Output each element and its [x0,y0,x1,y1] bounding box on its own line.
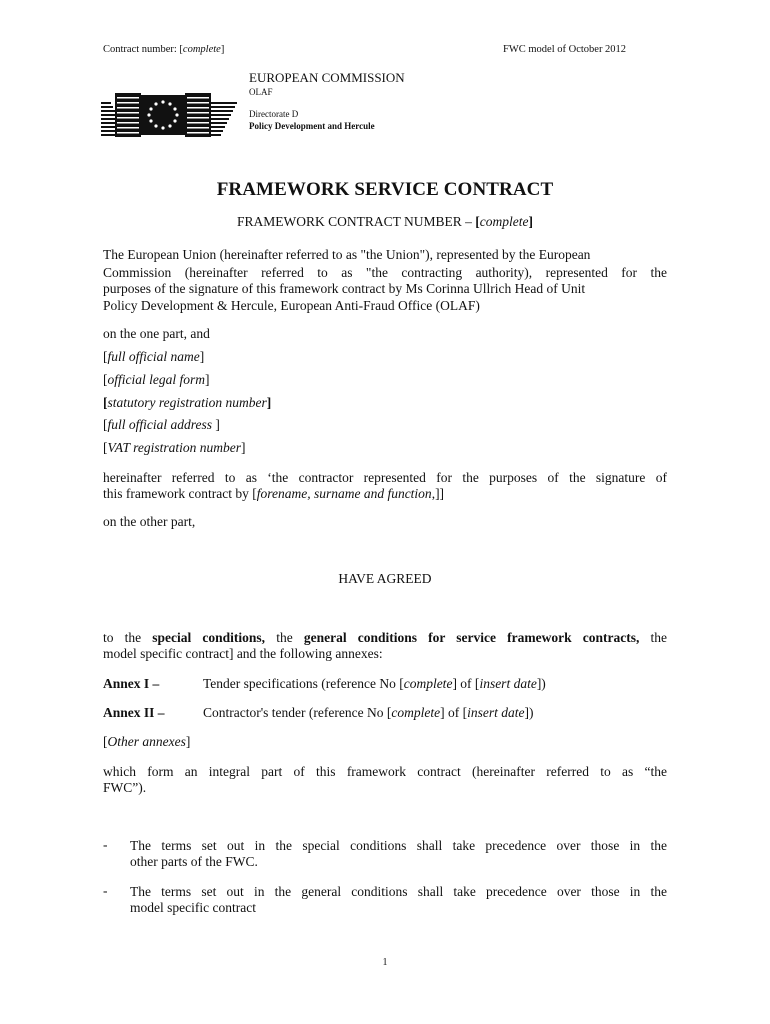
other-annexes-field: [Other annexes] [103,734,191,749]
annex-2-middle: ] of [ [440,705,468,720]
european-commission-logo [101,93,237,137]
page-number: 1 [382,957,388,968]
contract-number-label: Contract number: [ [103,44,183,55]
official-name-placeholder: full official name [107,349,200,364]
registration-number-placeholder: statutory registration number [107,395,267,410]
organization-block [249,70,405,132]
conditions-line-2: model specific contract] and the following annexes: [103,646,383,661]
annex-2-prefix: Contractor's tender (reference No [ [203,705,392,720]
contract-number-open: [ [475,214,480,229]
directorate: Directorate D [249,109,299,119]
vat-number-field: [VAT registration number] [103,440,246,455]
have-agreed-heading: HAVE AGREED [338,571,432,586]
annex-1-middle: ] of [ [452,676,480,691]
registration-number-field: [statutory registration number] [103,395,272,410]
precedence-1-line-2: other parts of the FWC. [130,854,258,869]
contract-number-placeholder: complete [479,214,529,229]
legal-form-field: [official legal form] [103,372,210,387]
precedence-1-dash: - [103,837,108,852]
precedence-2-line-1: The terms set out in the general conditions shall take precedence over those in the [130,884,667,899]
annex-2-ref: complete [391,705,441,720]
annex-2-suffix: ]) [524,705,534,720]
intro-line-4: Policy Development & Hercule, European Anti-Fraud Office (OLAF) [103,298,480,313]
framework-contract-number [0,214,770,230]
annex-1-suffix: ]) [536,676,546,691]
conditions-line-1 [103,629,667,646]
contract-number-header [103,44,224,55]
contract-number-bracket: ] [528,214,533,229]
other-part-text: on the other part, [103,514,196,529]
contract-number-close: ] [220,44,225,55]
integral-line-2: FWC”). [103,780,147,795]
fwc-model-header: FWC model of October 2012 [503,44,627,55]
annex-1-prefix: Tender specifications (reference No [ [203,676,404,691]
contractor-line-2 [103,486,444,502]
address-field: [full official address ] [103,417,220,432]
conditions-suffix: the [639,630,667,645]
contractor-line-1: hereinafter referred to as ‘the contractor represented for the purposes of the signature of [103,470,667,485]
annex-1-label: Annex I – [103,676,160,691]
organization-name: EUROPEAN COMMISSION [249,70,405,85]
vat-number-placeholder: VAT registration number [107,440,242,455]
document-title: FRAMEWORK SERVICE CONTRACT [216,179,554,200]
conditions-middle: the [265,630,304,645]
one-part-text: on the one part, and [103,326,210,341]
official-name-field: [full official name] [103,349,205,364]
intro-line-2: Commission (hereinafter referred to as "the contracting authority), represented for the [103,265,667,280]
contractor-signatory-prefix: this framework contract by [ [103,486,257,501]
legal-form-placeholder: official legal form [107,372,205,387]
annex-2-text [203,705,533,721]
general-conditions-text: general conditions for service framework contracts, [303,630,640,645]
contract-number-prefix: FRAMEWORK CONTRACT NUMBER – [236,214,476,229]
intro-line-1: The European Union (hereinafter referred to as "the Union"), represented by the European [103,247,591,262]
organization-office: OLAF [249,87,273,97]
annex-1-ref: complete [403,676,453,691]
annex-1-text [203,676,546,692]
directorate-unit: Policy Development and Hercule [249,121,375,131]
precedence-1-line-1: The terms set out in the special conditions shall take precedence over those in the [130,838,667,853]
annex-2-label: Annex II – [103,705,165,720]
precedence-2-line-2: model specific contract [130,900,256,915]
contractor-signatory-suffix: ,]] [431,486,445,501]
annex-2-date: insert date [467,705,525,720]
special-conditions-text: special conditions, [152,630,266,645]
contractor-signatory-placeholder: forename, surname and function [256,486,432,501]
conditions-prefix: to the [103,630,153,645]
contract-number-value: complete [182,44,221,55]
address-placeholder: full official address [107,417,216,432]
precedence-2-dash: - [103,883,108,898]
other-annexes-placeholder: Other annexes [107,734,186,749]
integral-line-1: which form an integral part of this framework contract (hereinafter referred to as “the [103,764,667,779]
annex-1-date: insert date [479,676,537,691]
intro-line-3: purposes of the signature of this framework contract by Ms Corinna Ullrich Head of Unit [103,281,586,296]
